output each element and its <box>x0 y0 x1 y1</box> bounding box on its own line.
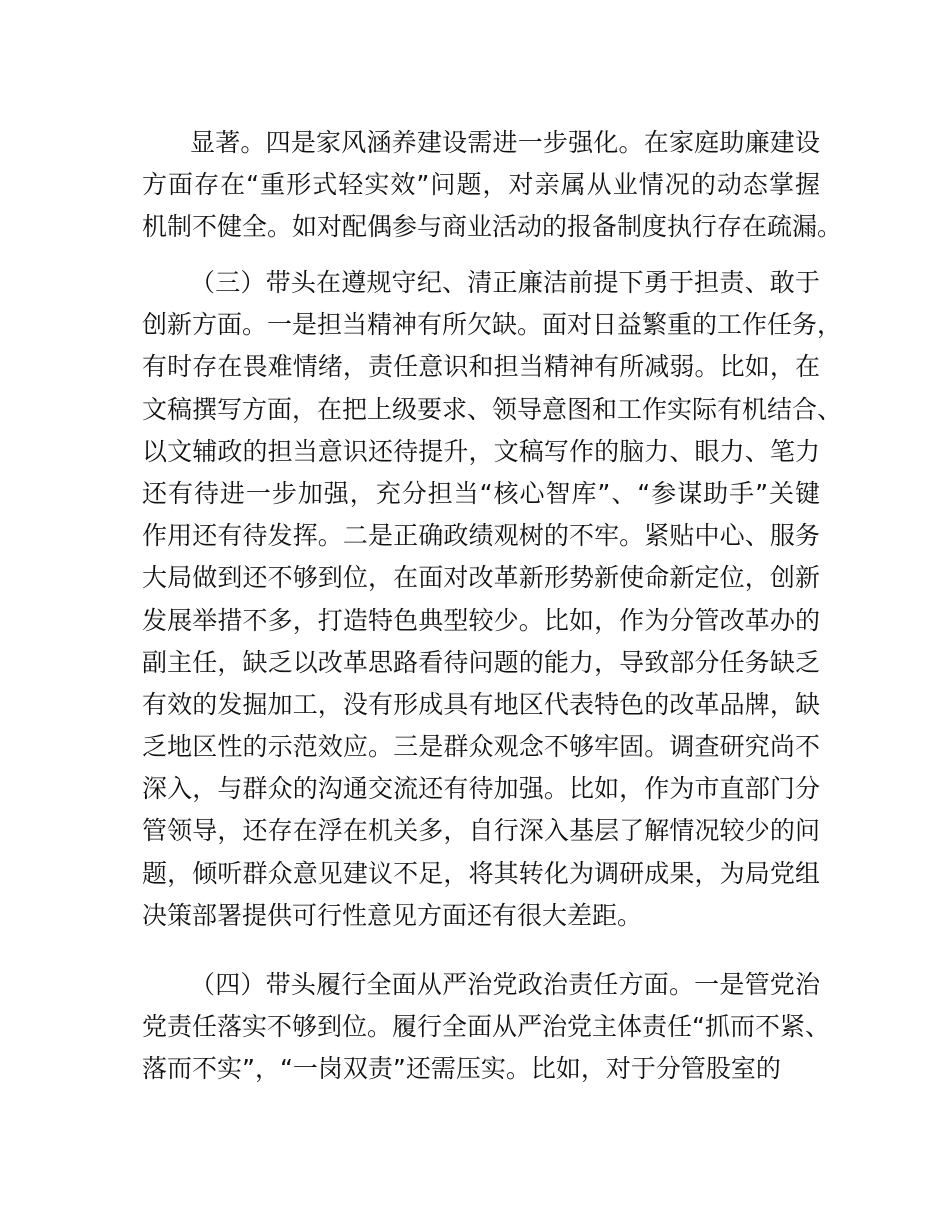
text-line: （三）带头在遵规守纪、清正廉洁前提下勇于担责、敢于 <box>190 268 820 297</box>
paragraph-section-four <box>142 964 830 1091</box>
paragraph-family-integrity <box>142 122 843 249</box>
text-line: 以文辅政的担当意识还待提升，文稿写作的脑力、眼力、笔力 <box>142 436 820 466</box>
text-line: 作用还有待发挥。二是正确政绩观树的不牢。紧贴中心、服务 <box>142 521 820 551</box>
text-line: 机制不健全。如对配偶参与商业活动的报备制度执行存在疏漏。 <box>142 212 843 242</box>
text-line: 显著。四是家风涵养建设需进一步强化。在家庭助廉建设 <box>190 128 820 157</box>
text-line: 管领导，还存在浮在机关多，自行深入基层了解情况较少的问 <box>142 816 820 846</box>
text-line: 乏地区性的示范效应。三是群众观念不够牢固。调查研究尚不 <box>142 732 820 762</box>
text-line: 文稿撰写方面，在把上级要求、领导意图和工作实际有机结合、 <box>142 394 843 424</box>
text-line: 有效的发掘加工，没有形成具有地区代表特色的改革品牌，缺 <box>142 689 820 719</box>
text-line: 深入，与群众的沟通交流还有待加强。比如，作为市直部门分 <box>142 774 820 804</box>
text-line: 创新方面。一是担当精神有所欠缺。面对日益繁重的工作任务， <box>142 310 843 340</box>
text-line: 大局做到还不够到位，在面对改革新形势新使命新定位，创新 <box>142 563 820 593</box>
text-line: 党责任落实不够到位。履行全面从严治党主体责任“抓而不紧、 <box>142 1012 830 1042</box>
text-line: 落而不实”，“一岗双责”还需压实。比如，对于分管股室的 <box>142 1054 781 1084</box>
text-line: 决策部署提供可行性意见方面还有很大差距。 <box>142 900 643 930</box>
paragraph-section-three <box>142 262 843 937</box>
text-line: 有时存在畏难情绪，责任意识和担当精神有所减弱。比如，在 <box>142 352 820 382</box>
text-line: 题，倾听群众意见建议不足，将其转化为调研成果，为局党组 <box>142 858 820 888</box>
text-line: 发展举措不多，打造特色典型较少。比如，作为分管改革办的 <box>142 605 820 635</box>
text-line: （四）带头履行全面从严治党政治责任方面。一是管党治 <box>190 970 820 999</box>
text-line: 还有待进一步加强，充分担当“核心智库”、“参谋助手”关键 <box>142 478 820 508</box>
text-line: 方面存在“重形式轻实效”问题，对亲属从业情况的动态掌握 <box>142 170 820 200</box>
text-line: 副主任，缺乏以改革思路看待问题的能力，导致部分任务缺乏 <box>142 647 820 677</box>
